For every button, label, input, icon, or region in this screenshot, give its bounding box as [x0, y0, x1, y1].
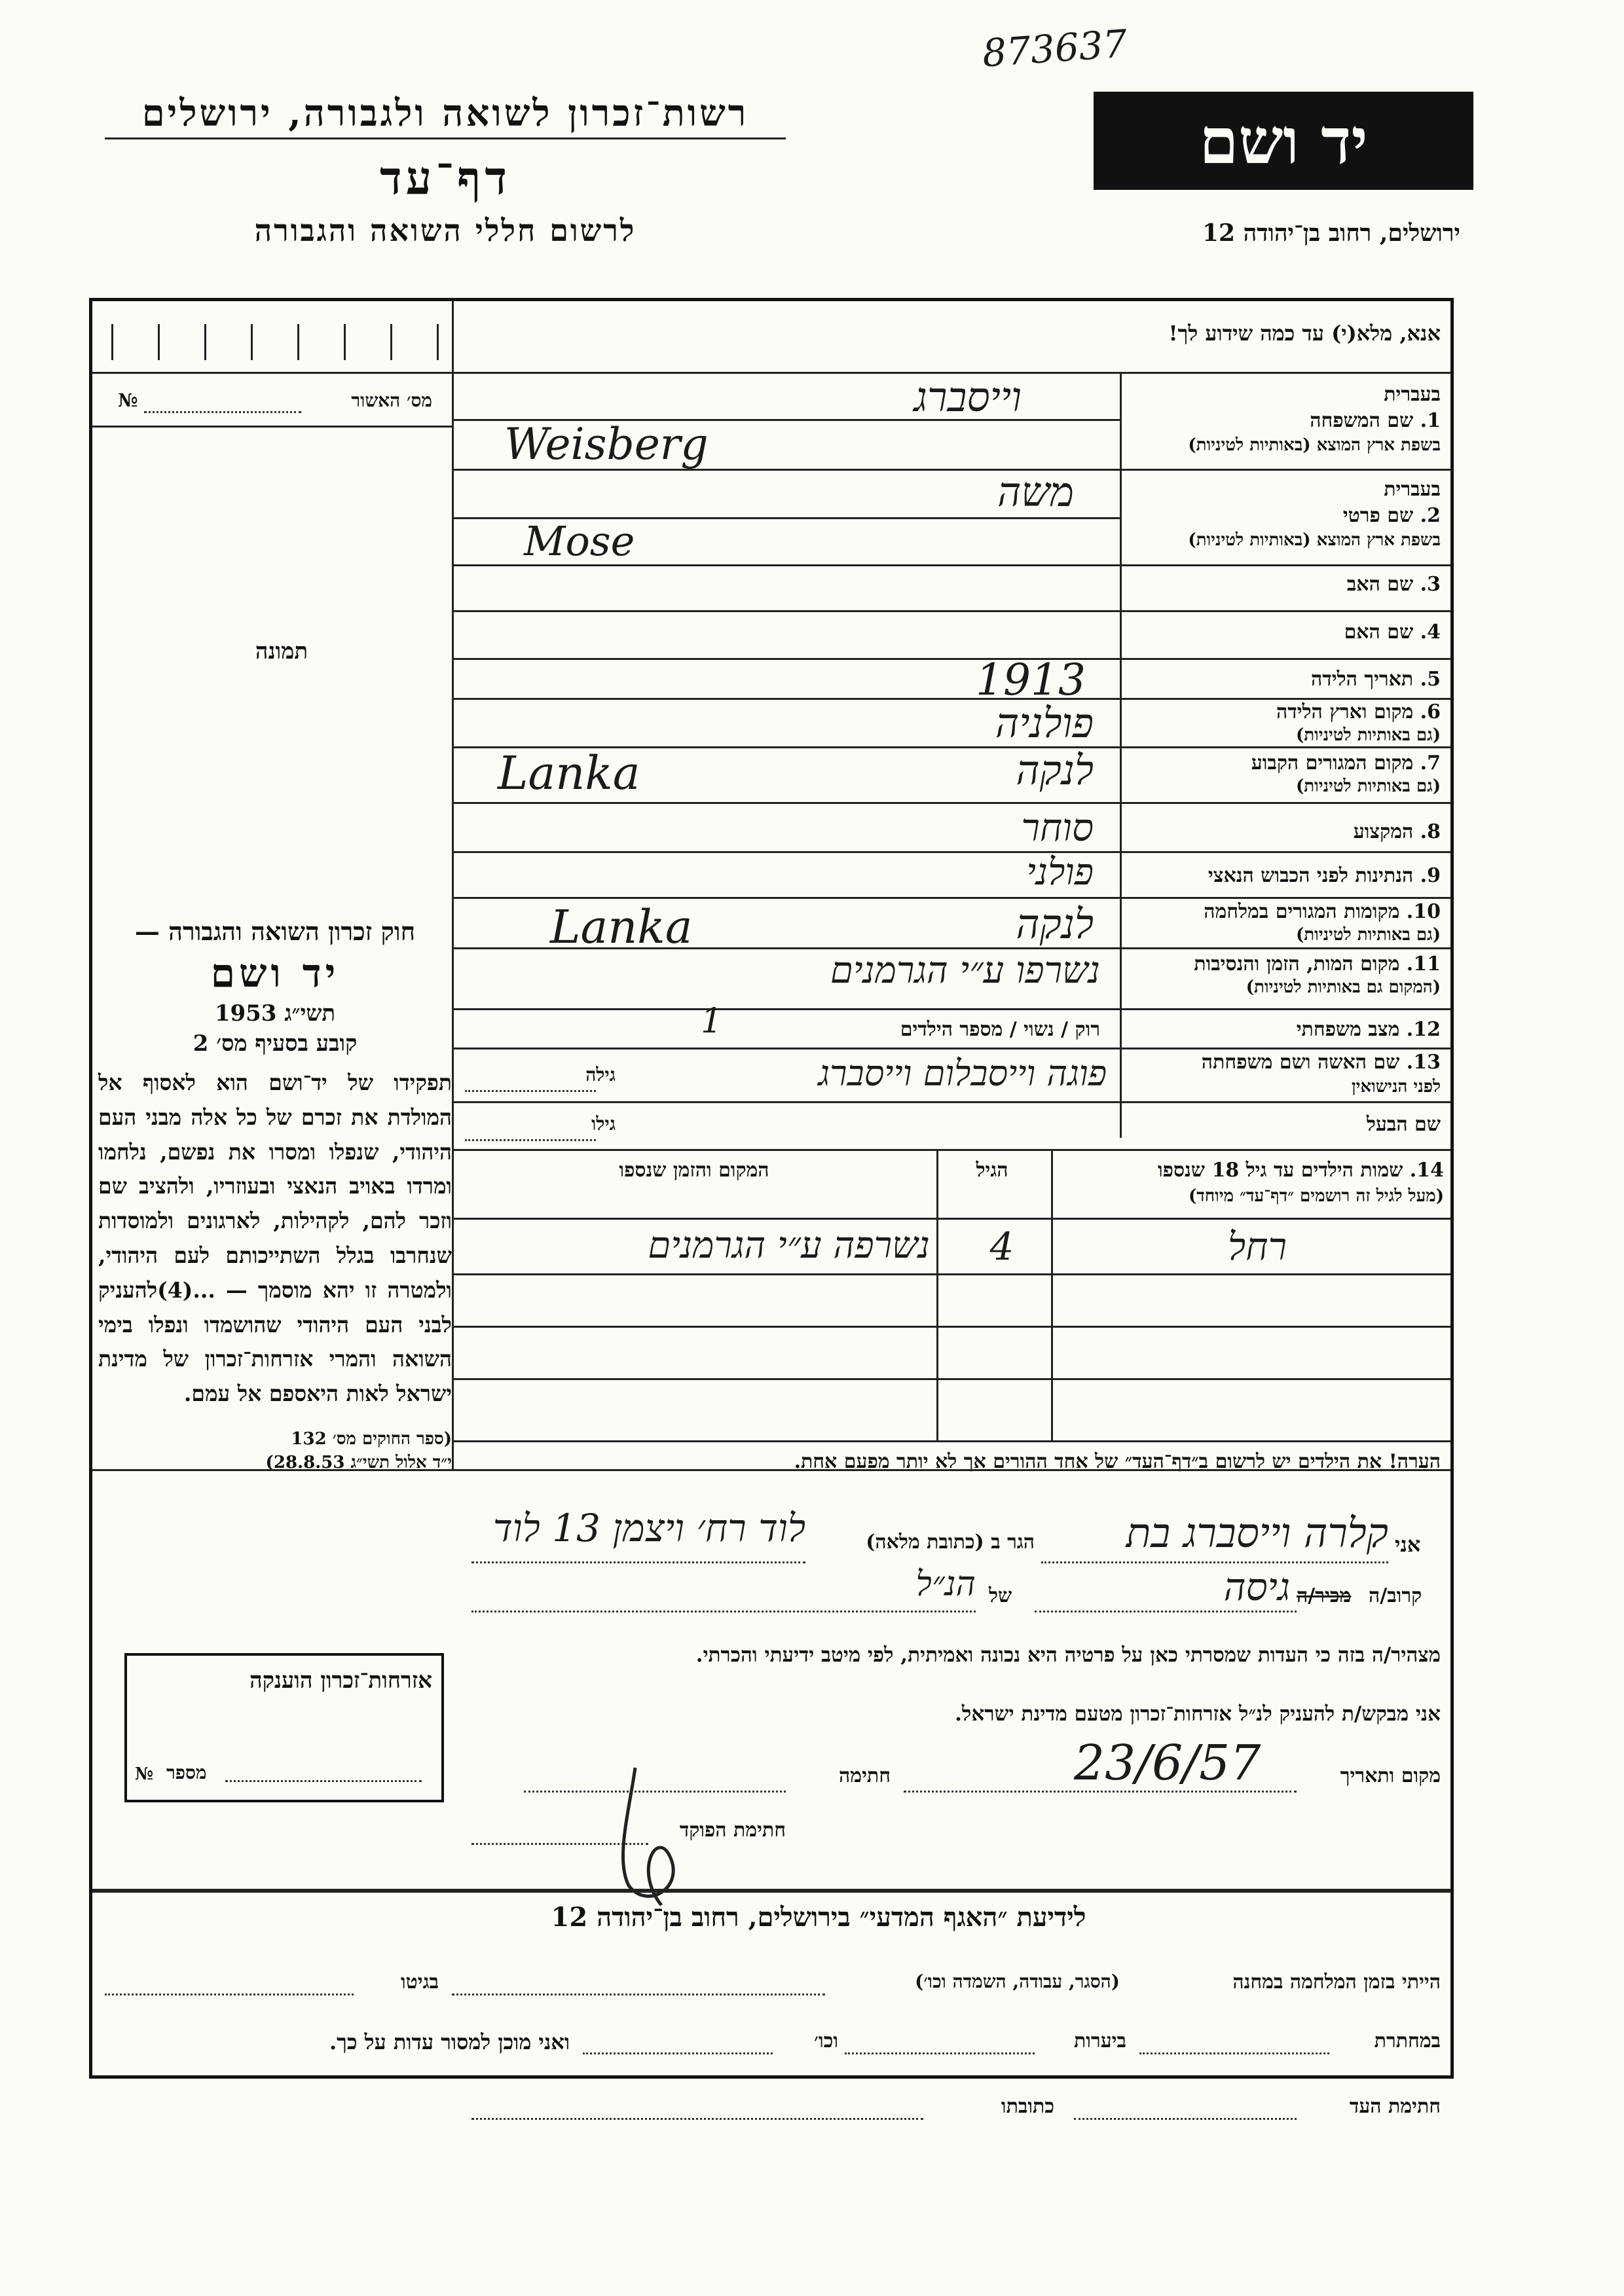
footer-address: כתובתו	[1001, 2095, 1054, 2118]
approval-tick-boxes	[111, 324, 439, 363]
mother-name-label: 4. שם האם	[1344, 621, 1441, 644]
wife-sub-label: לפני הנישואין	[1351, 1077, 1441, 1097]
row-divider	[452, 1101, 1451, 1103]
relation-value[interactable]: גיסה	[1223, 1565, 1290, 1609]
form-subtitle: לרשום חללי השואה והגבורה	[254, 213, 637, 248]
archive-number: 873637	[980, 21, 1129, 76]
wartime-residence-label: 10. מקומות המגורים במלחמה	[1204, 900, 1441, 923]
wartime-residence-sub-label: (גם באותיות לטיניות)	[1295, 925, 1441, 945]
footer-ghetto-field[interactable]	[105, 1994, 354, 1995]
law-title: חוק זכרון השואה והגבורה —	[134, 917, 416, 946]
child-name[interactable]: רחל	[1228, 1224, 1287, 1269]
law-clause: קובע בסעיף מס׳ 2	[193, 1030, 358, 1057]
place-date-label: מקום ותאריך	[1340, 1764, 1441, 1787]
footer-camp-field[interactable]	[452, 1994, 825, 1995]
instruction-text: אנא, מלא(י) עד כמה שידוע לך!	[1168, 321, 1441, 346]
death-value[interactable]: נשרפו ע״י הגרמנים	[830, 949, 1100, 992]
institution-name: רשות־זכרון לשואה ולגבורה, ירושלים	[141, 92, 749, 135]
officer-signature-label: חתימת הפוקד	[679, 1819, 786, 1842]
footer-witness-signature: חתימת העד	[1349, 2095, 1441, 2118]
of-line	[471, 1611, 976, 1613]
wartime-residence-latin-value[interactable]: Lanka	[550, 900, 693, 954]
declarant-name-line	[1041, 1561, 1388, 1563]
children-table-row[interactable]	[452, 1273, 1451, 1326]
hebrew-label: בעברית	[1384, 383, 1441, 406]
declarant-address[interactable]: לוד רח׳ ויצמן 13 לוד	[492, 1506, 805, 1550]
residence-latin-value[interactable]: Lanka	[498, 746, 640, 800]
memorial-box-title: אזרחות־זכרון הוענקה	[249, 1667, 432, 1694]
date-line	[904, 1791, 1297, 1793]
law-reference-2: י״ד אלול תשי״ג 28.8.53)	[265, 1453, 452, 1473]
row-divider	[452, 802, 1451, 804]
memorial-number-symbol: №	[135, 1764, 154, 1784]
wife-value[interactable]: פוגה וייסבלום וייסברג	[818, 1053, 1107, 1094]
birth-place-label: 6. מקום וארץ הלידה	[1276, 701, 1441, 723]
husband-label: שם הבעל	[1366, 1113, 1441, 1136]
approval-number-symbol: №	[118, 390, 138, 411]
residence-label: 7. מקום המגורים הקבוע	[1251, 752, 1441, 774]
children-note: הערה! את הילדים יש לרשום ב״דף־העד״ של אחד ההורים אך לא יותר מפעם אחת.	[794, 1450, 1441, 1473]
footer-underground: במחתרת	[1374, 2030, 1441, 2052]
memorial-number-label: מספר	[166, 1762, 207, 1783]
profession-label: 8. המקצוע	[1353, 820, 1441, 843]
officer-signature-scribble	[589, 1755, 760, 1925]
death-label: 11. מקום המות, הזמן והנסיבות	[1194, 953, 1441, 975]
row-divider	[452, 658, 1451, 660]
children-place-header: המקום והזמן שנספו	[619, 1159, 769, 1182]
children-count-value[interactable]: 1	[701, 1002, 723, 1041]
memorial-number-field[interactable]	[225, 1780, 422, 1782]
relation-line	[1035, 1611, 1297, 1613]
pre-war-status-label: 9. הנתינות לפני הכבוש הנאצי	[1208, 864, 1441, 887]
declarant-address-line	[471, 1561, 805, 1563]
wife-age-field[interactable]	[465, 1090, 596, 1092]
law-text: תפקידו של יד־ושם הוא לאסוף אל המולדת את זכרם של כל אלה מבני העם היהודי, שנפלו ומסרו את נפשם, נלחמו ומרדו באויב הנאצי ובעוזריו, ולהציב שם וזכר להם, לקהילות, לארגונים ולמוסדות שנחרבו בגלל השתייכותם לעם היהודי, ולמטרה זו יהא מוסמך — ...(4)להעניק לבני העם היהודי שהושמדו ונפלו בימי השואה והמרי אזרחות־זכרון של מדינת ישראל לאות היאספם אל עמם.	[98, 1070, 452, 1407]
yad-vashem-logo: יד ושם	[1094, 92, 1473, 190]
first-name-sub-label: בשפת ארץ המוצא (באותיות לטיניות)	[1188, 530, 1441, 550]
hebrew-label-2: בעברית	[1384, 478, 1441, 501]
row-divider	[92, 1469, 1451, 1471]
husband-age-field[interactable]	[465, 1139, 596, 1141]
first-name-label: 2. שם פרטי	[1342, 504, 1441, 527]
death-sub-label: (המקום גם באותיות לטיניות)	[1246, 977, 1441, 997]
wartime-residence-hebrew-value[interactable]: לנקה	[1016, 900, 1094, 948]
children-age-header: הגיל	[976, 1159, 1008, 1182]
birth-date-label: 5. תאריך הלידה	[1311, 668, 1441, 691]
footer-witness-signature-field[interactable]	[1074, 2118, 1297, 2120]
relation-prefix: קרוב/ה	[1369, 1584, 1422, 1607]
memorial-citizenship-box	[124, 1653, 444, 1802]
law-reference-1: (ספר החוקים מס׳ 132	[291, 1429, 452, 1449]
children-table-row[interactable]	[452, 1218, 1451, 1273]
footer-testimony: ואני מוכן למסור עדות על כך.	[329, 2030, 570, 2054]
footer-divider	[92, 1889, 1451, 1893]
footer-forests: ביערות	[1073, 2030, 1126, 2052]
header-address: ירושלים, רחוב בן־יהודה 12	[1202, 219, 1460, 247]
declarant-resides-label: הגר ב (כתובת מלאה)	[866, 1531, 1035, 1554]
of-value[interactable]: הנ״ל	[915, 1565, 976, 1604]
surname-label: 1. שם המשפחה	[1310, 409, 1441, 432]
relation-struck: מכיר/ה	[1297, 1584, 1352, 1607]
children-sub-label: (מעל לגיל זה רושמים ״דף־עד״ מיוחד)	[1188, 1186, 1444, 1206]
law-year: תשי״ג 1953	[214, 1000, 336, 1027]
of-label: של	[989, 1584, 1012, 1607]
footer-address-field[interactable]	[471, 2118, 923, 2120]
request-text: אני מבקש/ת להעניק לנ״ל אזרחות־זכרון מטעם מדינת ישראל.	[955, 1702, 1441, 1726]
footer-underground-field[interactable]	[1139, 2052, 1329, 2054]
approval-number-label: מס׳ האשור	[351, 390, 432, 411]
wife-age-label: גילה	[585, 1064, 616, 1085]
signature-label: חתימה	[839, 1764, 891, 1787]
footer-etc: וכו׳	[814, 2030, 838, 2052]
row-divider	[452, 1008, 1451, 1010]
footer-title: לידיעת ״האגף המדעי״ בירושלים, רחוב בן־יהודה 12	[551, 1902, 1086, 1933]
pre-war-status-value[interactable]: פולני	[1026, 851, 1094, 894]
children-table-row[interactable]	[452, 1326, 1451, 1378]
row-divider	[452, 564, 1451, 566]
photo-label[interactable]: תמונה	[255, 638, 308, 665]
row-divider	[452, 1440, 1451, 1442]
husband-age-label: גילו	[591, 1113, 616, 1135]
birth-date-value[interactable]: 1913	[976, 655, 1086, 705]
date-value[interactable]: 23/6/57	[1074, 1735, 1261, 1791]
footer-line1-camp: הייתי בזמן המלחמה במחנה	[1232, 1971, 1441, 1994]
form-title: דף־עד	[379, 151, 511, 205]
row-divider	[452, 610, 1451, 612]
approval-divider	[92, 426, 452, 428]
declaration-text: מצהיר/ה בזה כי העדות שמסרתי כאן על פרטיה היא נכונה ואמיתית, לפי מיטב ידיעתי והכרתי.	[695, 1643, 1441, 1667]
children-label: 14. שמות הילדים עד גיל 18 שנספו	[1157, 1159, 1444, 1182]
footer-etc-field[interactable]	[583, 2052, 773, 2054]
law-yad-vashem: יד ושם	[210, 951, 340, 996]
family-status-label: 12. מצב משפחתי	[1296, 1018, 1441, 1041]
declarant-prefix: אני	[1395, 1532, 1421, 1557]
children-table-row[interactable]	[452, 1378, 1451, 1437]
surname-sub-label: בשפת ארץ המוצא (באותיות לטיניות)	[1188, 435, 1441, 455]
row-divider	[452, 1149, 1451, 1151]
first-name-hebrew-value[interactable]: משה	[997, 468, 1074, 516]
footer-forests-field[interactable]	[845, 2052, 1035, 2054]
wife-label: 13. שם האשה ושם משפחתה	[1201, 1051, 1441, 1074]
row-divider	[452, 1048, 1451, 1049]
residence-hebrew-value[interactable]: לנקה	[1016, 746, 1094, 794]
child-age[interactable]: 4	[989, 1224, 1014, 1269]
row-divider	[452, 897, 1451, 899]
father-name-label: 3. שם האב	[1346, 573, 1441, 596]
law-box	[98, 917, 452, 1475]
header-divider	[105, 137, 786, 139]
declarant-name[interactable]: קלרה וייסברג בת	[1126, 1509, 1388, 1557]
footer-line1-ghetto: בגיטו	[400, 1971, 439, 1994]
birth-place-sub-label: (גם באותיות לטיניות)	[1295, 725, 1441, 745]
residence-sub-label: (גם באותיות לטיניות)	[1295, 776, 1441, 796]
footer-line1-types: (הסגר, עבודה, השמדה וכו׳)	[915, 1971, 1120, 1992]
profession-value[interactable]: סוחר	[1021, 805, 1094, 850]
label-column-divider	[1120, 372, 1122, 1138]
surname-hebrew-value[interactable]: וייסברג	[913, 373, 1022, 421]
family-status-options[interactable]: רוק / נשוי / מספר הילדים	[900, 1018, 1100, 1041]
first-name-latin-value[interactable]: Mose	[524, 517, 635, 565]
approval-number-field[interactable]	[144, 411, 301, 413]
child-place[interactable]: נשרפה ע״י הגרמנים	[648, 1224, 930, 1267]
surname-latin-value[interactable]: Weisberg	[504, 419, 709, 469]
birth-place-value[interactable]: פולניה	[995, 699, 1094, 747]
